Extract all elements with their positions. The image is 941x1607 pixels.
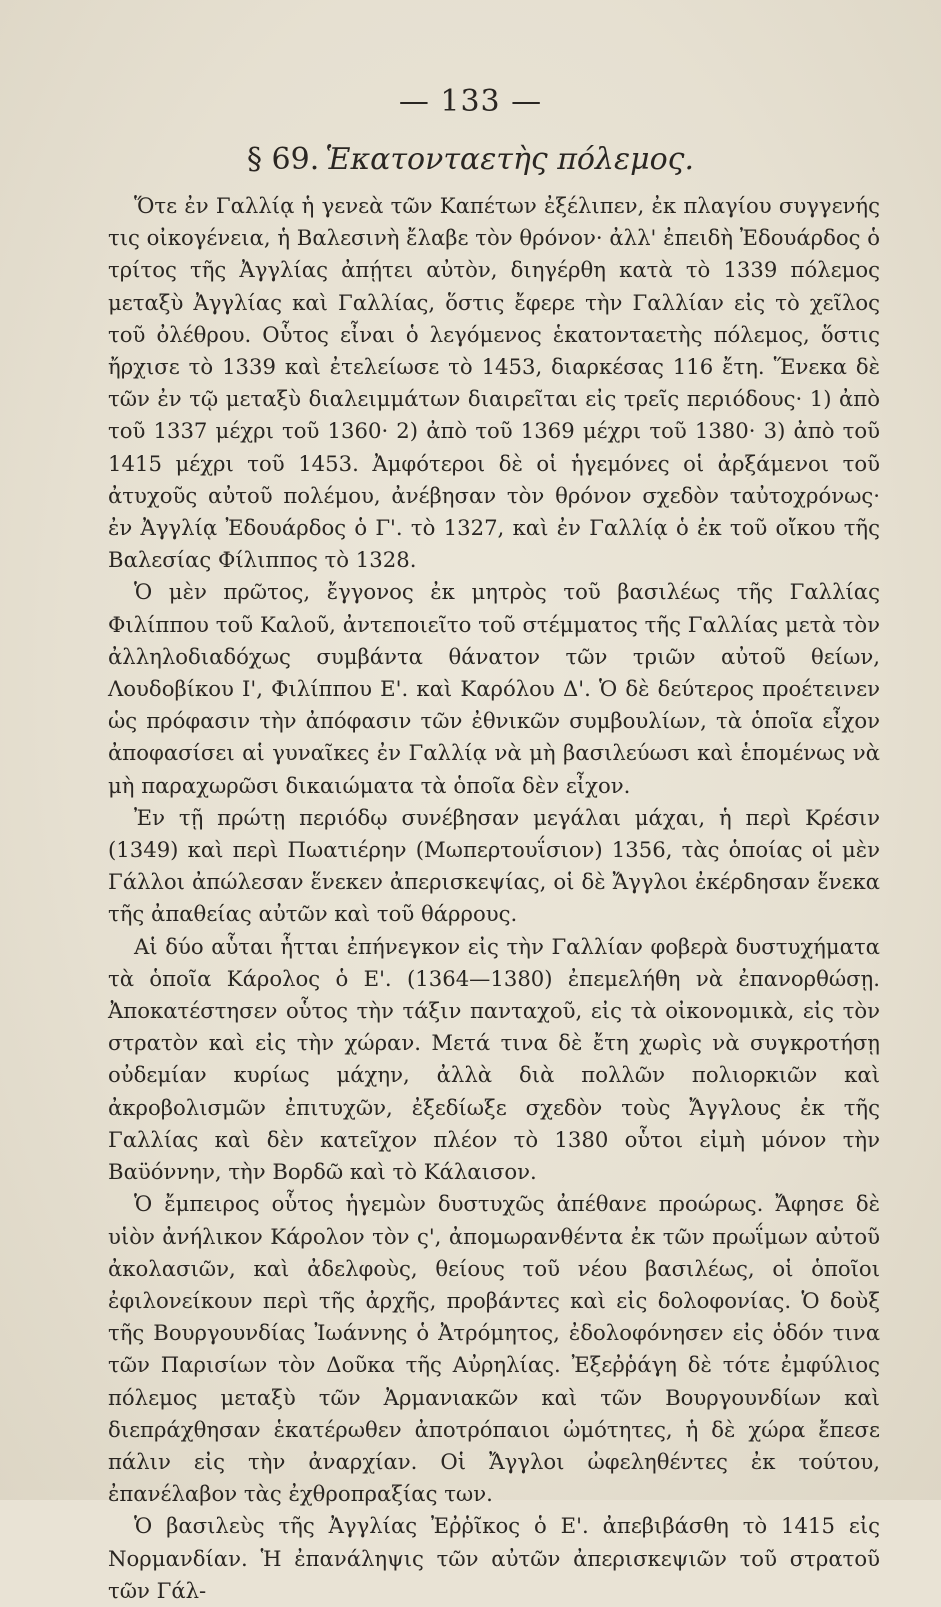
paragraph: Αἱ δύο αὗται ἧτται ἐπήνεγκον εἰς τὴν Γαλλίαν φοβερὰ δυστυχήματα τὰ ὁποῖα Κάρολος ὁ Ε'. (1364—1380) ἐπεμελήθη νὰ ἐπανορθώσῃ. Ἀποκατέστησεν οὗτος τὴν τάξιν πανταχοῦ, εἰς τὰ οἰκονομικὰ, εἰς τὸν στρατὸν καὶ εἰς τὴν χώραν. Μετά τινα δὲ ἔτη χωρὶς νὰ συγκροτήσῃ οὐδεμίαν κυρίως μάχην, ἀλλὰ διὰ πολλῶν πολιορκιῶν καὶ ἀκροβολισμῶν ἐπιτυχῶν, ἐξεδίωξε σχεδὸν τοὺς Ἄγγλους ἐκ τῆς Γαλλίας καὶ δὲν κατεῖχον πλέον τὸ 1380 οὗτοι εἰμὴ μόνον τὴν Βαϋόννην, τὴν Βορδῶ καὶ τὸ Κάλαισον.	[108, 933, 880, 1185]
body-text	[108, 190, 880, 1607]
paragraph: Ὁ μὲν πρῶτος, ἔγγονος ἐκ μητρὸς τοῦ βασιλέως τῆς Γαλλίας Φιλίππου τοῦ Καλοῦ, ἀντεποιεῖτο τοῦ στέμματος τῆς Γαλλίας μετὰ τὸν ἀλληλοδιαδόχως συμβάντα θάνατον τῶν τριῶν αὐτοῦ θείων, Λουδοβίκου Ι', Φιλίππου Ε'. καὶ Καρόλου Δ'. Ὁ δὲ δεύτερος προέτεινεν ὡς πρόφασιν τὴν ἀπόφασιν τῶν ἐθνικῶν συμβουλίων, τὰ ὁποῖα εἶχον ἀποφασίσει αἱ γυναῖκες ἐν Γαλλίᾳ νὰ μὴ βασιλεύωσι καὶ ἑπομένως νὰ μὴ παραχωρῶσι δικαιώματα τὰ ὁποῖα δὲν εἶχον.	[108, 579, 880, 798]
paragraph: Ὁ βασιλεὺς τῆς Ἀγγλίας Ἐῤῥῖκος ὁ Ε'. ἀπεβιβάσθη τὸ 1415 εἰς Νορμανδίαν. Ἡ ἐπανάληψις τῶν αὐτῶν ἀπερισκεψιῶν τοῦ στρατοῦ τῶν Γάλ-	[108, 1513, 880, 1603]
paragraph: Ὅτε ἐν Γαλλίᾳ ἡ γενεὰ τῶν Καπέτων ἐξέλιπεν, ἐκ πλαγίου συγγενής τις οἰκογένεια, ἡ Βαλεσινὴ ἔλαβε τὸν θρόνον· ἀλλ' ἐπειδὴ Ἐδουάρδος ὁ τρίτος τῆς Ἀγγλίας ἀπῄτει αὐτὸν, διηγέρθη κατὰ τὸ 1339 πόλεμος μεταξὺ Ἀγγλίας καὶ Γαλλίας, ὅστις ἔφερε τὴν Γαλλίαν εἰς τὸ χεῖλος τοῦ ὀλέθρου. Οὗτος εἶναι ὁ λεγόμενος ἑκατονταετὴς πόλεμος, ὅστις ἤρχισε τὸ 1339 καὶ ἐτελείωσε τὸ 1453, διαρκέσας 116 ἔτη. Ἕνεκα δὲ τῶν ἐν τῷ μεταξὺ διαλειμμάτων διαιρεῖται εἰς τρεῖς περιόδους· 1) ἀπὸ τοῦ 1337 μέχρι τοῦ 1360· 2) ἀπὸ τοῦ 1369 μέχρι τοῦ 1380· 3) ἀπὸ τοῦ 1415 μέχρι τοῦ 1453. Ἀμφότεροι δὲ οἱ ἡγεμόνες οἱ ἀρξάμενοι τοῦ ἀτυχοῦς αὐτοῦ πολέμου, ἀνέβησαν τὸν θρόνον σχεδὸν ταὐτοχρόνως· ἐν Ἀγγλίᾳ Ἐδουάρδος ὁ Γ'. τὸ 1327, καὶ ἐν Γαλλίᾳ ὁ ἐκ τοῦ οἴκου τῆς Βαλεσίας Φίλιππος τὸ 1328.	[108, 193, 880, 573]
section-title: Ἑκατονταετὴς πόλεμος.	[325, 142, 694, 177]
section-number: § 69.	[247, 142, 320, 177]
page-number: — 133 —	[398, 84, 543, 119]
paragraph: Ἐν τῇ πρώτῃ περιόδῳ συνέβησαν μεγάλαι μάχαι, ἡ περὶ Κρέσιν (1349) καὶ περὶ Πωατιέρην (Μωπερτουΐσιον) 1356, τὰς ὁποίας οἱ μὲν Γάλλοι ἀπώλεσαν ἕνεκεν ἀπερισκεψίας, οἱ δὲ Ἄγγλοι ἐκέρδησαν ἕνεκα τῆς ἀπαθείας αὐτῶν καὶ τοῦ θάρρους.	[108, 804, 880, 927]
paragraph: Ὁ ἔμπειρος οὗτος ἡγεμὼν δυστυχῶς ἀπέθανε προώρως. Ἄφησε δὲ υἱὸν ἀνήλικον Κάρολον τὸν ς', ἀπομωρανθέντα ἐκ τῶν πρωΐμων αὐτοῦ ἀκολασιῶν, καὶ ἀδελφοὺς, θείους τοῦ νέου βασιλέως, οἱ ὁποῖοι ἐφιλονείκουν περὶ τῆς ἀρχῆς, προβάντες καὶ εἰς δολοφονίας. Ὁ δοὺξ τῆς Βουργουνδίας Ἰωάννης ὁ Ἀτρόμητος, ἐδολοφόνησεν εἰς ὁδόν τινα τῶν Παρισίων τὸν Δοῦκα τῆς Αὐρηλίας. Ἐξεῤῥάγη δὲ τότε ἐμφύλιος πόλεμος μεταξὺ τῶν Ἀρμανιακῶν καὶ τῶν Βουργουνδίων καὶ διεπράχθησαν ἑκατέρωθεν ἀποτρόπαιοι ὠμότητες, ἡ δὲ χώρα ἔπεσε πάλιν εἰς τὴν ἀναρχίαν. Οἱ Ἄγγλοι ὠφεληθέντες ἐκ τούτου, ἐπανέλαβον τὰς ἐχθροπραξίας των.	[108, 1191, 880, 1507]
section-heading	[0, 142, 941, 177]
